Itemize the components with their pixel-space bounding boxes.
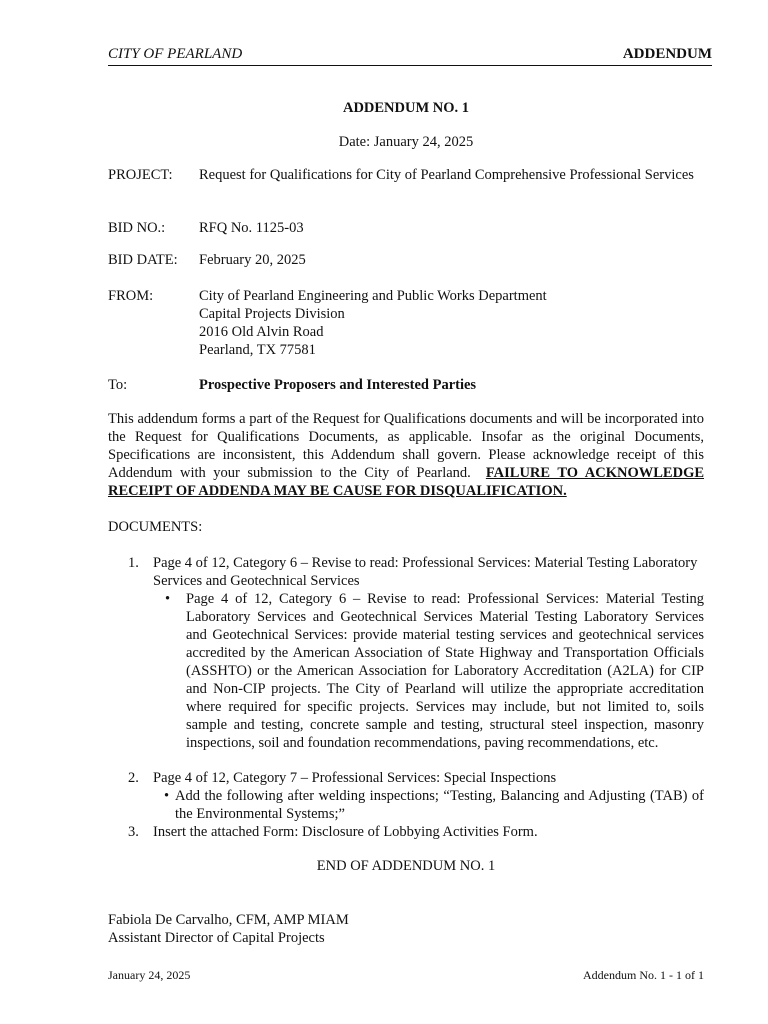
to-value: Prospective Proposers and Interested Parties [199,377,477,393]
bullet-dot: • [164,788,170,804]
signature-block [108,911,349,947]
from-line-street: 2016 Old Alvin Road [199,324,324,340]
bid-no-label: BID NO.: [108,220,166,236]
from-label: FROM: [108,288,154,304]
project-value: Request for Qualifications for City of Pearland Comprehensive Professional Services [199,167,694,183]
header-city: CITY OF PEARLAND [108,46,243,62]
item-text: Insert the attached Form: Disclosure of Lobbying Activities Form. [153,824,538,840]
documents-heading: DOCUMENTS: [108,519,203,535]
end-of-addendum: END OF ADDENDUM NO. 1 [316,858,496,874]
header-doc-type: ADDENDUM [622,46,712,62]
bid-no-value: RFQ No. 1125-03 [199,220,304,236]
bid-date-label: BID DATE: [108,252,178,268]
from-line-department: City of Pearland Engineering and Public Works Department [199,288,547,304]
intro-paragraph [108,410,704,500]
from-line-city: Pearland, TX 77581 [199,342,316,358]
signer-title: Assistant Director of Capital Projects [108,930,325,946]
footer-date: January 24, 2025 [108,968,191,982]
item-text: Page 4 of 12, Category 7 – Professional Services: Special Inspections [153,770,557,786]
item-number: 2. [128,770,139,786]
item-number: 3. [128,824,139,840]
from-address [199,287,704,359]
disqualification-warning: FAILURE TO ACKNOWLEDGE RECEIPT OF ADDENDA MAY BE CAUSE FOR DISQUALIFICATION. [108,465,705,499]
bullet-text: Page 4 of 12, Category 6 – Revise to read: Professional Services: Material Testing Laboratory Services and Geotechnical Services Material Testing Laboratory Services and Geotechnical Services: provide material testing services and geotechnical services accredited by the American Association of State Highway and Transportation Officials (ASSHTO) or the American Association for Laboratory Accreditation (A2LA) for CIP and Non-CIP projects. The City of Pearland will utilize the appropriate accreditation where required for specific projects. Services may include, but not limited to, soils sample and testing, concrete sample and testing, structural steel inspection, masonry inspections, soil and foundation recommendations, paving recommendations, etc. [186,591,704,751]
item-number: 1. [128,555,139,571]
to-label: To: [108,377,128,393]
page-header [108,45,712,66]
bullet-text: Add the following after welding inspections; “Testing, Balancing and Adjusting (TAB) of the Environmental Systems;” [175,788,704,822]
project-label: PROJECT: [108,167,173,183]
item-text: Page 4 of 12, Category 6 – Revise to read: Professional Services: Material Testing Laboratory Services and Geotechnical Services [153,555,698,589]
footer-page-number: Addendum No. 1 - 1 of 1 [583,968,704,982]
intro-text: This addendum forms a part of the Request for Qualifications documents and will be incorporated into the Request for Qualifications Documents, as applicable. Insofar as the original Documents, Specifications are inconsistent, this Addendum shall govern. Please acknowledge receipt of this Addendum with your submission to the City of Pearland. [108,411,704,481]
bid-date-value: February 20, 2025 [199,252,306,268]
bullet-dot: • [165,591,171,607]
document-title: ADDENDUM NO. 1 [342,100,470,116]
from-line-division: Capital Projects Division [199,306,345,322]
document-date: Date: January 24, 2025 [338,134,474,150]
signer-name: Fabiola De Carvalho, CFM, AMP MIAM [108,912,349,928]
